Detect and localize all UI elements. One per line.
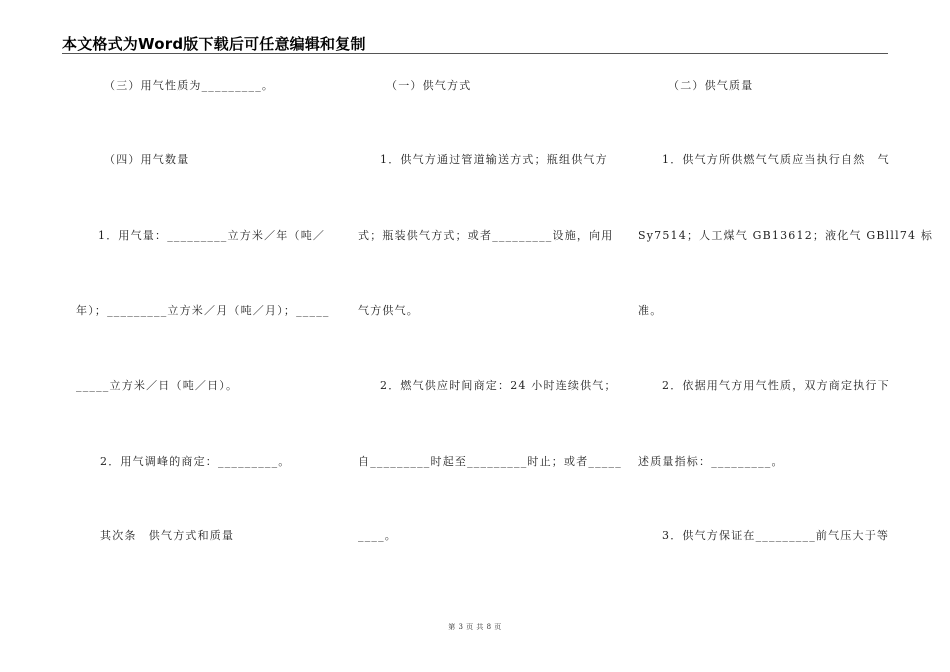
- text-line: 3．供气方保证在_________前气压大于等: [662, 529, 890, 542]
- section-heading: 其次条 供气方式和质量: [100, 529, 235, 542]
- text-line: 2．依据用气方用气性质，双方商定执行下: [662, 379, 890, 392]
- text-line: 2．用气调峰的商定：_________。: [100, 455, 291, 468]
- text-line: Sy7514；人工煤气 GB13612；液化气 GBlll74 标: [638, 229, 934, 242]
- document-header-title: 本文格式为Word版下载后可任意编辑和复制: [62, 35, 366, 53]
- text-line: 1．供气方通过管道输送方式；瓶组供气方: [380, 153, 608, 166]
- text-line: （四）用气数量: [104, 153, 190, 166]
- text-line: 1．供气方所供燃气气质应当执行自然 气: [662, 153, 890, 166]
- column-left: [76, 0, 330, 672]
- text-line: 式；瓶装供气方式；或者_________设施，向用: [358, 229, 614, 242]
- page-number: 第 3 页 共 8 页: [448, 623, 502, 631]
- text-line: ____。: [358, 529, 397, 542]
- text-line: 自_________时起至_________时止；或者_____: [358, 455, 622, 468]
- column-right: [638, 0, 934, 672]
- text-line: （三）用气性质为_________。: [104, 79, 275, 92]
- text-line: 1．用气量：_________立方米／年（吨／: [98, 229, 326, 242]
- column-middle: [358, 0, 622, 672]
- text-line: 2．燃气供应时间商定：24 小时连续供气；: [380, 379, 617, 392]
- text-line: 气方供气。: [358, 304, 419, 317]
- text-line: 准。: [638, 304, 663, 317]
- text-line: （一）供气方式: [386, 79, 472, 92]
- text-line: 年）；_________立方米／月（吨／月）；_____: [76, 304, 330, 317]
- text-line: _____立方米／日（吨／日）。: [76, 379, 239, 392]
- text-line: 述质量指标：_________。: [638, 455, 784, 468]
- text-line: （二）供气质量: [668, 79, 754, 92]
